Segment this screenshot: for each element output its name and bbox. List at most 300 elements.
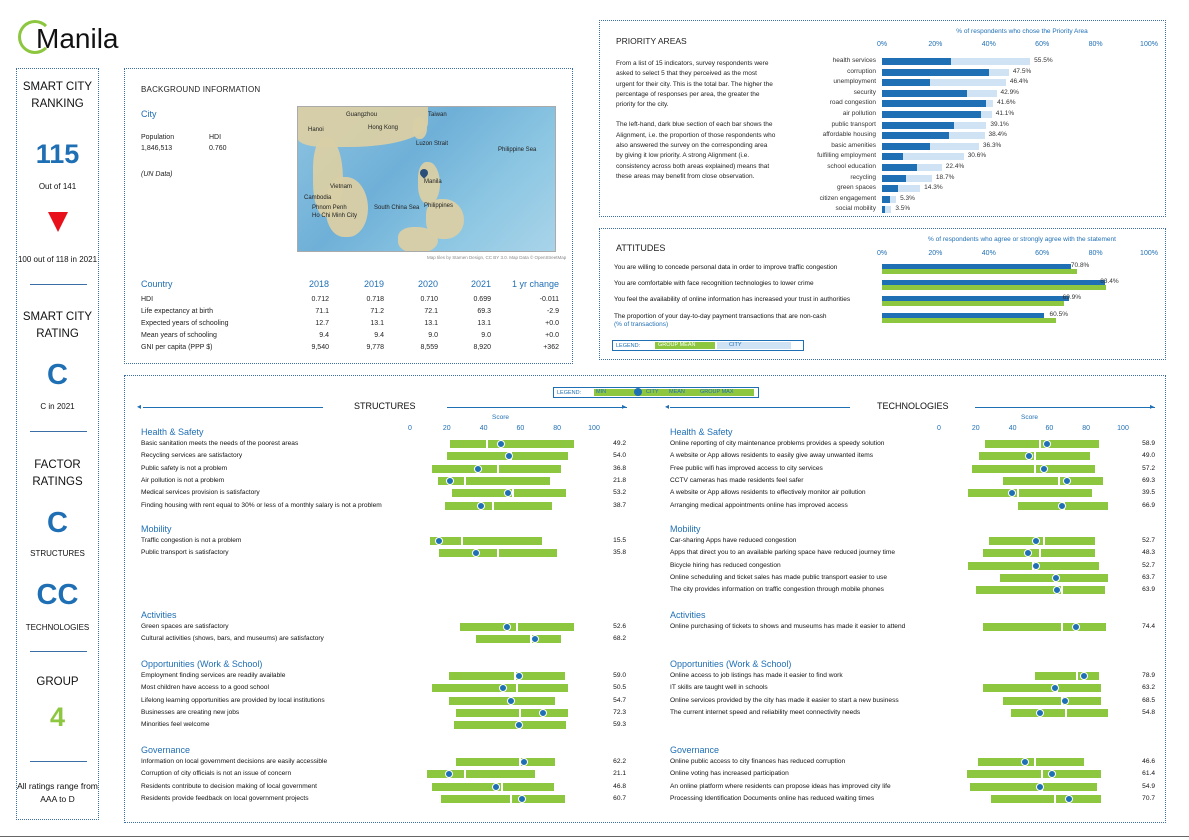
score-city-dot: [492, 783, 500, 791]
priority-category: corruption: [847, 67, 876, 75]
priority-category: green spaces: [836, 184, 876, 192]
priority-axis-title: % of respondents who chose the Priority Area: [956, 28, 1088, 35]
score-value: 59.3: [613, 721, 626, 729]
score-tick: 0: [937, 425, 941, 432]
technologies-title: TECHNOLOGIES: [877, 401, 949, 411]
score-city-dot: [1021, 758, 1029, 766]
score-item-label: Online access to job listings has made it easier to find work: [670, 672, 843, 679]
score-item-label: Online services provided by the city has made it easier to start a new business: [670, 696, 899, 704]
divider: [30, 651, 87, 652]
score-tick: 60: [516, 425, 525, 432]
score-item-label: Online scheduling and ticket sales has made public transport easier to use: [670, 573, 887, 581]
attitude-note: (% of transactions): [614, 321, 669, 328]
row-value: 0.710: [420, 296, 438, 303]
group-title: Activities: [670, 610, 706, 620]
score-item-label: Most children have access to a good school: [141, 684, 269, 692]
priority-alignment-bar: [882, 111, 981, 118]
row-value: 69.3: [477, 308, 491, 315]
score-tick: 100: [1117, 425, 1129, 432]
score-range-bar: [976, 586, 1105, 594]
score-range-bar: [983, 684, 1101, 692]
score-tick: 0: [408, 425, 412, 432]
group-title: Governance: [141, 745, 191, 755]
attitudes-panel: [599, 228, 1166, 360]
score-mean-marker: [486, 440, 488, 448]
score-city-dot: [1036, 783, 1044, 791]
score-range-bar: [1035, 672, 1099, 680]
score-range-bar: [967, 770, 1101, 778]
year-header: 2020: [417, 279, 438, 289]
priority-title: PRIORITY AREAS: [616, 36, 687, 46]
score-value: 39.5: [1142, 489, 1155, 497]
row-value: 13.1: [424, 320, 438, 327]
priority-category: social mobility: [835, 205, 876, 213]
score-value: 63.7: [1142, 573, 1155, 581]
score-range-bar: [978, 758, 1085, 766]
score-item-label: Car-sharing Apps have reduced congestion: [670, 537, 797, 544]
country-table-header: [141, 279, 561, 293]
score-value: 63.2: [1142, 684, 1155, 692]
score-value: 54.9: [1142, 782, 1155, 790]
priority-category: school education: [827, 163, 876, 170]
score-city-dot: [507, 697, 515, 705]
axis-tick: 80%: [1088, 250, 1103, 257]
priority-alignment-bar: [882, 175, 906, 182]
score-item-label: Corruption of city officials is not an issue of concern: [141, 770, 292, 778]
map-label: Philippine Sea: [498, 147, 537, 153]
row-value: +0.0: [545, 320, 559, 327]
priority-category: basic amenities: [831, 141, 876, 149]
hdi-value: 0.760: [209, 145, 227, 152]
score-legend: [553, 387, 759, 398]
priority-alignment-bar: [882, 185, 898, 192]
priority-alignment-bar: [882, 122, 954, 129]
score-item-label: Cultural activities (shows, bars, and museums) are satisfactory: [141, 635, 324, 643]
arrow-left-icon: ◂: [665, 402, 670, 411]
score-range-bar: [445, 502, 552, 510]
priority-alignment-bar: [882, 164, 917, 171]
legend-min: MIN: [596, 389, 607, 395]
row-value: 0.699: [473, 296, 491, 303]
priority-alignment-bar: [882, 79, 930, 86]
score-axis-title: Score: [1021, 414, 1038, 421]
score-mean-marker: [1058, 477, 1060, 485]
score-axis-title: Score: [492, 414, 509, 421]
score-city-dot: [1061, 697, 1069, 705]
score-value: 49.0: [1142, 452, 1155, 460]
score-mean-marker: [501, 783, 503, 791]
score-tick: 40: [479, 425, 488, 432]
score-mean-marker: [497, 549, 499, 557]
score-value: 62.2: [613, 758, 626, 765]
city-logo: [18, 20, 138, 60]
score-mean-marker: [1017, 489, 1019, 497]
row-value: -0.011: [539, 296, 559, 303]
score-item-label: Online public access to city finances has reduced corruption: [670, 758, 846, 765]
map-label: Phnom Penh: [312, 205, 347, 211]
score-range-bar: [449, 697, 556, 705]
score-mean-marker: [1039, 440, 1041, 448]
priority-value-label: 36.3%: [982, 141, 1002, 149]
map-label: Vietnam: [330, 184, 352, 190]
legend-mean: MEAN: [669, 389, 685, 395]
score-mean-marker: [461, 537, 463, 545]
priority-alignment-bar: [882, 132, 949, 139]
map-label: Taiwan: [428, 112, 447, 118]
row-value: 13.1: [477, 320, 491, 327]
axis-tick: 40%: [981, 250, 996, 257]
score-item-label: Residents contribute to decision making of local government: [141, 782, 317, 790]
table-row: [141, 308, 561, 320]
axis-tick: 20%: [928, 41, 943, 48]
score-city-dot: [539, 709, 547, 717]
row-value: 0.718: [366, 296, 384, 303]
score-item-label: Online reporting of city maintenance problems provides a speedy solution: [670, 440, 885, 447]
score-item-label: CCTV cameras has made residents feel safer: [670, 476, 804, 484]
row-value: 8,559: [420, 344, 438, 351]
score-city-dot: [1063, 477, 1071, 485]
attitude-statement: You are willing to concede personal data in order to improve traffic congestion: [614, 264, 838, 271]
score-city-dot: [1058, 502, 1066, 510]
country-label: Country: [141, 279, 173, 289]
score-mean-marker: [1034, 758, 1036, 766]
row-value: 9.0: [481, 332, 491, 339]
score-item-label: IT skills are taught well in schools: [670, 684, 768, 692]
attitude-group-bar: [882, 285, 1106, 290]
score-item-label: Public safety is not a problem: [141, 464, 228, 472]
year-header: 2021: [470, 279, 491, 289]
ranking-out-of: Out of 141: [38, 182, 77, 191]
axis-tick: 100%: [1140, 250, 1158, 257]
score-tick: 20: [971, 425, 980, 432]
data-source: (UN Data): [141, 171, 173, 178]
row-value: 9.0: [428, 332, 438, 339]
score-range-bar: [441, 795, 564, 803]
legend-label: LEGEND:: [557, 390, 582, 396]
row-value: 9.4: [319, 332, 329, 339]
row-value: 0.712: [311, 296, 329, 303]
group-label: GROUP: [36, 676, 79, 688]
attitude-group-bar: [882, 269, 1077, 274]
table-row: [141, 320, 561, 332]
score-item-label: The current internet speed and reliability meet connectivity needs: [670, 708, 861, 716]
group-title: Opportunities (Work & School): [670, 659, 792, 669]
score-value: 46.6: [1142, 758, 1155, 765]
score-city-dot: [477, 502, 485, 510]
score-item-label: Finding housing with rent equal to 30% or less of a monthly salary is not a problem: [141, 501, 382, 509]
score-item-label: Medical services provision is satisfactory: [141, 489, 260, 497]
arrow-right-icon: ▸: [1150, 402, 1155, 411]
row-label: Expected years of schooling: [141, 320, 229, 327]
score-mean-marker: [1039, 549, 1041, 557]
score-mean-marker: [1065, 709, 1067, 717]
map-attribution: Map tiles by Stamen Design, CC BY 3.0. Map Data © OpenStreetMap: [427, 255, 567, 260]
technologies-rating: CC: [36, 579, 79, 611]
priority-value-label: 55.5%: [1034, 57, 1053, 64]
score-item-label: Businesses are creating new jobs: [141, 708, 240, 716]
map-label: Luzon Strait: [416, 141, 449, 147]
priority-value-label: 39.1%: [990, 120, 1009, 128]
ratings-range-note: All ratings range from AAA to D: [17, 781, 98, 804]
score-value: 61.4: [1142, 770, 1155, 778]
rating-previous: C in 2021: [40, 402, 75, 411]
score-item-label: Green spaces are satisfactory: [141, 623, 229, 630]
score-mean-marker: [1054, 795, 1056, 803]
map-label: Philippines: [424, 203, 454, 209]
ranking-label: SMART CITY RANKING: [22, 81, 93, 110]
score-city-dot: [1036, 709, 1044, 717]
table-row: [141, 344, 561, 356]
legend-label: LEGEND:: [616, 343, 641, 349]
row-label: Life expectancy at birth: [141, 308, 213, 315]
priority-value-label: 41.6%: [997, 99, 1016, 107]
score-range-bar: [430, 537, 542, 545]
priority-category: security: [853, 88, 876, 96]
score-value: 66.9: [1142, 501, 1155, 509]
score-item-label: Recycling services are satisfactory: [141, 452, 243, 460]
score-value: 50.5: [613, 684, 626, 692]
attitude-statement: You feel the availability of online information has increased your trust in authorities: [614, 296, 851, 303]
score-value: 74.4: [1142, 623, 1155, 630]
score-city-dot: [474, 465, 482, 473]
score-range-bar: [438, 477, 550, 485]
priority-panel: [599, 20, 1166, 217]
score-mean-marker: [1041, 770, 1043, 778]
row-value: -2.9: [546, 308, 559, 315]
priority-category: air pollution: [842, 110, 876, 117]
score-range-bar: [427, 770, 536, 778]
priority-value-label: 14.3%: [924, 184, 943, 192]
score-range-bar: [456, 758, 555, 766]
score-range-bar: [991, 795, 1101, 803]
score-mean-marker: [1034, 452, 1036, 460]
priority-value-label: 41.1%: [995, 110, 1015, 117]
score-value: 15.5: [613, 537, 626, 544]
structures-technologies-panel: [124, 375, 1166, 823]
score-city-dot: [446, 477, 454, 485]
score-tick: 40: [1008, 425, 1017, 432]
score-item-label: Processing Identification Documents online has reduced waiting times: [670, 794, 875, 802]
score-city-dot: [1040, 465, 1048, 473]
attitude-group-bar: [882, 301, 1064, 306]
row-label: GNI per capita (PPP $): [141, 344, 213, 351]
priority-value-label: 5.3%: [900, 194, 915, 202]
score-mean-marker: [512, 489, 514, 497]
score-value: 52.6: [613, 623, 626, 630]
score-city-dot: [497, 440, 505, 448]
score-value: 72.3: [613, 708, 626, 716]
score-tick: 60: [1045, 425, 1054, 432]
score-value: 68.5: [1142, 696, 1155, 704]
axis-tick: 80%: [1088, 41, 1103, 48]
score-value: 69.3: [1142, 476, 1155, 484]
score-mean-marker: [519, 709, 521, 717]
score-value: 54.0: [613, 452, 626, 460]
score-range-bar: [968, 489, 1091, 497]
priority-value-label: 18.7%: [935, 173, 955, 181]
score-value: 63.9: [1142, 586, 1155, 594]
score-tick: 80: [1082, 425, 1091, 432]
score-value: 21.1: [613, 770, 626, 778]
score-item-label: Online purchasing of tickets to shows and museums has made it easier to attend: [670, 623, 906, 630]
attitude-value-label: 60.5%: [1049, 311, 1068, 318]
factor-label: FACTOR RATINGS: [32, 459, 83, 488]
axis-tick: 20%: [928, 250, 943, 257]
score-value: 78.9: [1142, 672, 1155, 679]
priority-desc-2: The left-hand, dark blue section of each bar shows the Alignment, i.e. the proportion of those respondents who also answered the survey on the corresponding area by giving it low priority. A strong Alignment (i.e. consistency across both areas explained) means that these areas may benefit from close observation.: [616, 121, 776, 180]
priority-value-label: 46.4%: [1009, 78, 1029, 86]
priority-category: affordable housing: [822, 131, 876, 139]
rank-down-icon: [48, 212, 68, 232]
score-city-dot: [1008, 489, 1016, 497]
legend-city-dot-icon: [634, 388, 642, 396]
score-item-label: The city provides information on traffic congestion through mobile phones: [670, 586, 884, 594]
score-value: 53.2: [613, 489, 626, 497]
priority-value-label: 22.4%: [945, 163, 965, 170]
priority-value-label: 3.5%: [895, 205, 911, 213]
priority-alignment-bar: [882, 153, 903, 160]
attitude-statement: The proportion of your day-to-day payment transactions that are non-cash: [614, 313, 827, 320]
score-city-dot: [1053, 586, 1061, 594]
score-item-label: An online platform where residents can propose ideas has improved city life: [670, 782, 891, 790]
row-value: 9,778: [366, 344, 384, 351]
score-mean-marker: [1076, 672, 1078, 680]
score-city-dot: [1072, 623, 1080, 631]
priority-alignment-bar: [882, 100, 986, 107]
priority-value-label: 30.6%: [967, 152, 987, 160]
row-value: 8,920: [473, 344, 491, 351]
score-mean-marker: [464, 477, 466, 485]
priority-value-label: 38.4%: [988, 131, 1007, 139]
score-item-label: Arranging medical appointments online has improved access: [670, 501, 848, 509]
priority-category: fulfilling employment: [817, 152, 876, 160]
change-header: 1 yr change: [511, 279, 559, 289]
rating-value: C: [47, 359, 68, 391]
score-mean-marker: [464, 770, 466, 778]
score-value: 35.8: [613, 549, 626, 557]
map-label: Manila: [424, 179, 442, 185]
priority-alignment-bar: [882, 206, 885, 213]
year-header: 2019: [363, 279, 384, 289]
score-mean-marker: [510, 795, 512, 803]
divider: [30, 431, 87, 432]
map-label: Hanoi: [308, 127, 324, 133]
group-title: Activities: [141, 610, 177, 620]
score-value: 54.7: [613, 696, 626, 704]
legend-city: CITY: [717, 342, 791, 349]
ranking-value: 115: [35, 139, 80, 169]
axis-tick: 100%: [1140, 41, 1158, 48]
divider: [30, 284, 87, 285]
score-mean-marker: [516, 623, 518, 631]
attitude-value-label: 70.8%: [1070, 262, 1090, 269]
priority-desc-1: From a list of 15 indicators, survey respondents were asked to select 5 that they perceived as the most urgent for their city. This is the total bar. The higher the percentage of responses per area, the greater the priority for the city.: [616, 60, 773, 109]
row-value: 72.1: [424, 308, 438, 315]
score-range-bar: [450, 440, 573, 448]
score-city-dot: [503, 623, 511, 631]
score-item-label: Online voting has increased participation: [670, 770, 789, 778]
priority-alignment-bar: [882, 143, 930, 150]
score-value: 58.9: [1142, 440, 1155, 447]
priority-category: public transport: [831, 120, 876, 128]
structures-rating: C: [47, 507, 68, 539]
score-item-label: Residents provide feedback on local government projects: [141, 794, 309, 802]
structures-label: STRUCTURES: [30, 549, 85, 558]
row-value: 71.2: [370, 308, 384, 315]
score-range-bar: [1003, 697, 1101, 705]
attitude-statement: You are comfortable with face recognition technologies to lower crime: [614, 280, 814, 287]
score-item-label: A website or App allows residents to easily give away unwanted items: [670, 452, 874, 460]
priority-category: unemployment: [833, 78, 876, 86]
map-label: South China Sea: [374, 205, 420, 211]
score-range-bar: [1011, 709, 1109, 717]
priority-value-label: 42.9%: [1000, 88, 1019, 96]
score-item-label: Apps that direct you to an available parking space have reduced journey time: [670, 549, 896, 557]
attitudes-legend: [612, 340, 804, 351]
row-label: Mean years of schooling: [141, 332, 217, 339]
row-value: +362: [543, 344, 559, 351]
group-title: Mobility: [141, 524, 172, 534]
score-value: 52.7: [1142, 561, 1155, 569]
score-city-dot: [1032, 537, 1040, 545]
axis-tick: 0%: [876, 250, 888, 257]
score-item-label: Free public wifi has improved access to city services: [670, 464, 823, 472]
footer-rule: [0, 836, 1189, 837]
score-item-label: Employment finding services are readily available: [141, 672, 286, 679]
score-value: 57.2: [1142, 464, 1155, 472]
priority-alignment-bar: [882, 58, 951, 65]
priority-category: citizen engagement: [819, 194, 876, 202]
score-value: 48.3: [1142, 549, 1155, 557]
legend-max: GROUP MAX: [700, 389, 734, 395]
map-label: Guangzhou: [346, 112, 378, 118]
arrow-right-icon: ▸: [622, 402, 627, 411]
score-item-label: Public transport is satisfactory: [141, 549, 229, 557]
table-row: [141, 296, 561, 308]
score-range-bar: [970, 783, 1097, 791]
attitudes-title: ATTITUDES: [616, 243, 666, 253]
score-value: 49.2: [613, 440, 626, 447]
row-value: 71.1: [315, 308, 329, 315]
score-mean-marker: [1043, 537, 1045, 545]
legend-group-mean: GROUP MEAN: [655, 342, 715, 349]
priority-category: health services: [832, 57, 876, 64]
city-map: [297, 106, 556, 252]
map-label: Cambodia: [304, 195, 332, 201]
technologies-label: TECHNOLOGIES: [25, 623, 90, 632]
score-item-label: Basic sanitation meets the needs of the poorest areas: [141, 440, 299, 447]
background-title: BACKGROUND INFORMATION: [141, 85, 261, 94]
attitudes-axis-title: % of respondents who agree or strongly agree with the statement: [928, 236, 1116, 243]
score-item-label: Air pollution is not a problem: [141, 476, 225, 484]
priority-category: road congestion: [829, 99, 876, 107]
structures-title: STRUCTURES: [354, 401, 416, 411]
axis-tick: 40%: [981, 41, 996, 48]
ratings-panel: [16, 68, 99, 820]
attitude-value-label: 69.9%: [1062, 294, 1082, 301]
score-mean-marker: [1061, 586, 1063, 594]
priority-value-label: 47.5%: [1012, 67, 1032, 75]
priority-category: recycling: [850, 173, 876, 181]
row-value: 9.4: [374, 332, 384, 339]
score-item-label: Information on local government decisions are easily accessible: [141, 758, 328, 765]
score-value: 21.8: [613, 476, 626, 484]
legend-city: CITY: [646, 389, 659, 395]
axis-tick: 60%: [1035, 41, 1050, 48]
background-panel: [124, 68, 573, 364]
score-city-dot: [1065, 795, 1073, 803]
row-label: HDI: [141, 296, 154, 303]
